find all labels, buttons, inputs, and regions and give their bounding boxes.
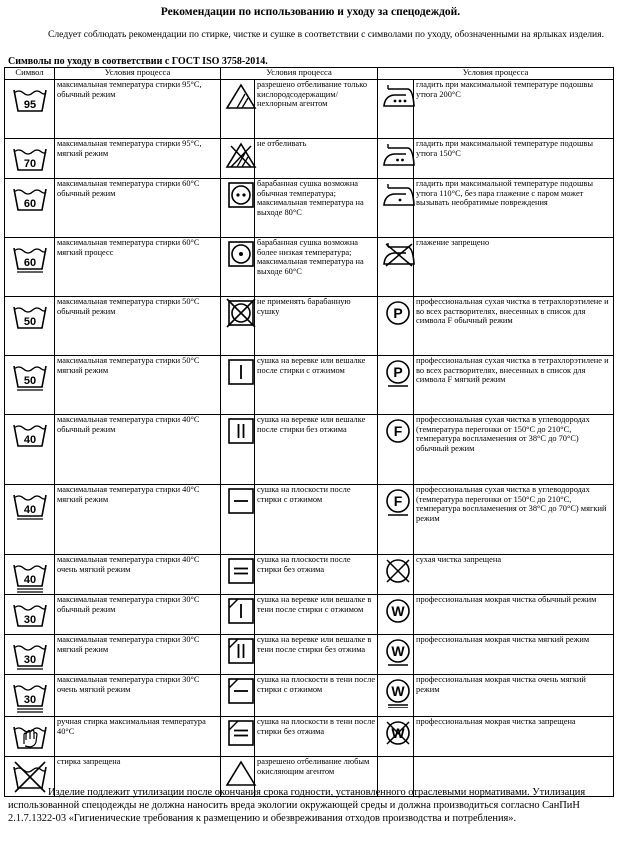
- condition-text: ручная стирка максимальная температура 40°С: [55, 717, 221, 757]
- table-row: [5, 139, 614, 179]
- condition-text: гладить при максимальной температуре подошвы утюга 110°С, без пара глажение с паром может вызывать необратимые повреждения: [414, 179, 614, 238]
- shade-line-dry-icon: [223, 596, 259, 628]
- intro-paragraph: Следует соблюдать рекомендации по стирке, чистке и сушке в соответствии с символами по уходу, обозначенными на ярлыках изделия.: [48, 29, 604, 40]
- table-row: [5, 595, 614, 635]
- flat-drip-dry-icon: [223, 556, 259, 588]
- condition-text: сушка на плоскости в тени после стирки с отжимом: [255, 675, 378, 717]
- symbol-cell: [5, 717, 55, 757]
- table-row: [5, 485, 614, 555]
- wetclean-icon: [380, 596, 418, 628]
- condition-text: сухая чистка запрещена: [414, 555, 614, 595]
- symbol-cell: [378, 415, 414, 485]
- header-conditions-3: Условия процесса: [378, 68, 614, 80]
- table-row: [5, 356, 614, 415]
- wash-60-icon: [9, 180, 51, 218]
- iron-high-icon: [380, 81, 418, 113]
- symbol-cell: [221, 139, 255, 179]
- svg-text:W: W: [391, 725, 405, 741]
- symbol-cell: [378, 356, 414, 415]
- condition-text: глажение запрещено: [414, 238, 614, 297]
- condition-text: профессиональная мокрая чистка мягкий режим: [414, 635, 614, 675]
- symbol-cell: [5, 675, 55, 717]
- condition-text: максимальная температура стирки 40°С очень мягкий режим: [55, 555, 221, 595]
- svg-text:30: 30: [23, 614, 36, 626]
- symbol-cell: [221, 717, 255, 757]
- condition-text: сушка на веревке или вешалке в тени после стирки без отжима: [255, 635, 378, 675]
- wash-70-icon: [9, 140, 51, 178]
- svg-text:60: 60: [23, 257, 36, 269]
- shade-flat-dry-icon: [223, 676, 259, 708]
- symbol-cell: [221, 297, 255, 356]
- no-wetclean-icon: [380, 718, 418, 750]
- condition-text: профессиональная сухая чистка в углеводородах (температура перегонки от 150°С до 210°С, температура воспламенения от 38°С до 70°С) обычный режим: [414, 415, 614, 485]
- iron-low-icon: [380, 180, 418, 212]
- condition-text: разрешено отбеливание любым окисляющим агентом: [255, 757, 378, 797]
- drip-dry-icon: [223, 416, 259, 448]
- wash-30-very-mild-icon: [9, 676, 51, 714]
- tumble-low-icon: [223, 239, 259, 271]
- symbol-cell: [5, 139, 55, 179]
- svg-text:F: F: [393, 493, 403, 509]
- condition-text: сушка на веревке или вешалке после стирки без отжима: [255, 415, 378, 485]
- symbol-cell: [5, 238, 55, 297]
- svg-text:W: W: [391, 603, 405, 619]
- wash-50-icon: [9, 298, 51, 336]
- no-tumble-icon: [223, 298, 259, 330]
- header-conditions-2: Условия процесса: [221, 68, 378, 80]
- svg-text:40: 40: [23, 504, 36, 516]
- condition-text: не отбеливать: [255, 139, 378, 179]
- condition-text: разрешено отбеливание только кислородсодержащим/нехлорным агентом: [255, 80, 378, 139]
- condition-text: стирка запрещена: [55, 757, 221, 797]
- symbol-cell: [5, 80, 55, 139]
- dryclean-f-icon: [380, 416, 418, 448]
- symbol-cell: [378, 717, 414, 757]
- symbol-cell: [221, 595, 255, 635]
- condition-text: барабанная сушка возможна обычная температура; максимальная температура на выходе 80°С: [255, 179, 378, 238]
- shade-flat-drip-dry-icon: [223, 718, 259, 750]
- symbol-cell: [5, 555, 55, 595]
- condition-text: максимальная температура стирки 60°С обычный режим: [55, 179, 221, 238]
- header-conditions-1: Условия процесса: [55, 68, 221, 80]
- condition-text: максимальная температура стирки 50°С обычный режим: [55, 297, 221, 356]
- condition-text: максимальная температура стирки 30°С очень мягкий режим: [55, 675, 221, 717]
- condition-text: профессиональная мокрая чистка очень мягкий режим: [414, 675, 614, 717]
- shade-drip-dry-icon: [223, 636, 259, 668]
- symbol-cell: [378, 139, 414, 179]
- condition-text: сушка на плоскости после стирки с отжимом: [255, 485, 378, 555]
- line-dry-icon: [223, 357, 259, 389]
- svg-text:W: W: [391, 683, 405, 699]
- care-symbols-table: [4, 67, 614, 797]
- hand-wash-icon: [9, 718, 51, 756]
- wash-40-very-mild-icon: [9, 556, 51, 594]
- symbol-cell: [221, 80, 255, 139]
- wetclean-mild-icon: [380, 636, 418, 668]
- table-row: [5, 635, 614, 675]
- table-row: [5, 238, 614, 297]
- svg-text:P: P: [393, 305, 403, 321]
- condition-text: сушка на веревке или вешалке в тени после стирки с отжимом: [255, 595, 378, 635]
- wetclean-very-mild-icon: [380, 676, 418, 708]
- table-header-row: [5, 68, 614, 80]
- symbol-cell: [378, 675, 414, 717]
- condition-text: максимальная температура стирки 50°С мягкий режим: [55, 356, 221, 415]
- condition-text: гладить при максимальной температуре подошвы утюга 150°С: [414, 139, 614, 179]
- wash-60-mild-icon: [9, 239, 51, 277]
- wash-95-icon: [9, 81, 51, 119]
- wash-40-icon: [9, 416, 51, 454]
- header-symbol: Символ: [5, 68, 55, 80]
- page-title: Рекомендации по использованию и уходу за спецодеждой.: [160, 6, 461, 18]
- condition-text: сушка на веревке или вешалке после стирки с отжимом: [255, 356, 378, 415]
- symbol-cell: [5, 635, 55, 675]
- symbol-cell: [221, 485, 255, 555]
- symbol-cell: [221, 415, 255, 485]
- svg-text:40: 40: [23, 574, 36, 586]
- symbol-cell: [378, 595, 414, 635]
- condition-text: максимальная температура стирки 95°С, обычный режим: [55, 80, 221, 139]
- condition-text: барабанная сушка возможна более низкая температура; максимальная температура на выходе 60°С: [255, 238, 378, 297]
- symbol-cell: [378, 485, 414, 555]
- table-row: [5, 179, 614, 238]
- condition-text: гладить при максимальной температуре подошвы утюга 200°С: [414, 80, 614, 139]
- svg-text:W: W: [391, 643, 405, 659]
- disposal-paragraph: Изделие подлежит утилизации после окончания срока годности, установленного отраслевыми нормативами. Утилизация использованной спецодежды не должна наносить вреда экологии окружающей среды и должна производиться согласно СанПиН 2.1.7.1322-03 «Гигиенические требования к размещению и обезвреживания отходов производства и потребления».: [8, 787, 586, 824]
- symbol-cell: [378, 80, 414, 139]
- condition-text: сушка на плоскости в тени после стирки без отжима: [255, 717, 378, 757]
- svg-text:40: 40: [23, 434, 36, 446]
- table-row: [5, 80, 614, 139]
- condition-text: максимальная температура стирки 95°С, мягкий режим: [55, 139, 221, 179]
- condition-text: максимальная температура стирки 40°С мягкий режим: [55, 485, 221, 555]
- condition-text: максимальная температура стирки 60°С мягкий процесс: [55, 238, 221, 297]
- wash-30-icon: [9, 596, 51, 634]
- condition-text: не применять барабанную сушку: [255, 297, 378, 356]
- symbol-cell: [378, 238, 414, 297]
- symbol-cell: [221, 635, 255, 675]
- symbol-cell: [378, 297, 414, 356]
- symbol-cell: [378, 635, 414, 675]
- wash-50-mild-icon: [9, 357, 51, 395]
- condition-text: профессиональная мокрая чистка обычный режим: [414, 595, 614, 635]
- tumble-normal-icon: [223, 180, 259, 212]
- table-row: [5, 675, 614, 717]
- condition-text: профессиональная мокрая чистка запрещена: [414, 717, 614, 757]
- symbol-cell: [221, 179, 255, 238]
- svg-text:F: F: [393, 423, 403, 439]
- svg-text:P: P: [393, 364, 403, 380]
- condition-text: профессиональная сухая чистка в углеводородах (температура перегонки от 150°С до 210°С, температура воспламенения от 38°С до 70°С) мягкий режим: [414, 485, 614, 555]
- section-subtitle: Символы по уходу в соответствии с ГОСТ ISO 3758-2014.: [8, 56, 268, 67]
- symbol-cell: [5, 415, 55, 485]
- symbol-cell: [221, 356, 255, 415]
- symbol-cell: [5, 356, 55, 415]
- table-row: [5, 297, 614, 356]
- svg-text:30: 30: [23, 654, 36, 666]
- wash-40-mild-icon: [9, 486, 51, 524]
- condition-text: сушка на плоскости после стирки без отжима: [255, 555, 378, 595]
- svg-text:50: 50: [23, 316, 36, 328]
- symbol-cell: [221, 555, 255, 595]
- dryclean-p-icon: [380, 298, 418, 330]
- empty-symbol: [380, 758, 418, 790]
- svg-text:60: 60: [23, 198, 36, 210]
- symbol-cell: [378, 179, 414, 238]
- svg-text:30: 30: [23, 694, 36, 706]
- symbol-cell: [378, 555, 414, 595]
- iron-medium-icon: [380, 140, 418, 172]
- no-dryclean-icon: [380, 556, 418, 588]
- table-row: [5, 555, 614, 595]
- symbol-cell: [5, 485, 55, 555]
- condition-text: максимальная температура стирки 30°С мягкий режим: [55, 635, 221, 675]
- symbol-cell: [5, 179, 55, 238]
- dryclean-f-mild-icon: [380, 486, 418, 518]
- condition-text: максимальная температура стирки 40°С обычный режим: [55, 415, 221, 485]
- condition-text: профессиональная сухая чистка в тетрахлорэтилене и во всех растворителях, внесенных в список для символа F мягкий режим: [414, 356, 614, 415]
- dryclean-p-mild-icon: [380, 357, 418, 389]
- table-row: [5, 717, 614, 757]
- symbol-cell: [221, 675, 255, 717]
- table-row: [5, 415, 614, 485]
- condition-text: профессиональная сухая чистка в тетрахлорэтилене и во всех растворителях, внесенных в список для символа F обычный режим: [414, 297, 614, 356]
- symbol-cell: [221, 238, 255, 297]
- symbol-cell: [5, 595, 55, 635]
- svg-text:50: 50: [23, 375, 36, 387]
- no-iron-icon: [380, 239, 418, 271]
- condition-text: максимальная температура стирки 30°С обычный режим: [55, 595, 221, 635]
- svg-text:70: 70: [23, 158, 36, 170]
- svg-text:95: 95: [23, 99, 36, 111]
- flat-dry-icon: [223, 486, 259, 518]
- symbol-cell: [5, 297, 55, 356]
- wash-30-mild-icon: [9, 636, 51, 674]
